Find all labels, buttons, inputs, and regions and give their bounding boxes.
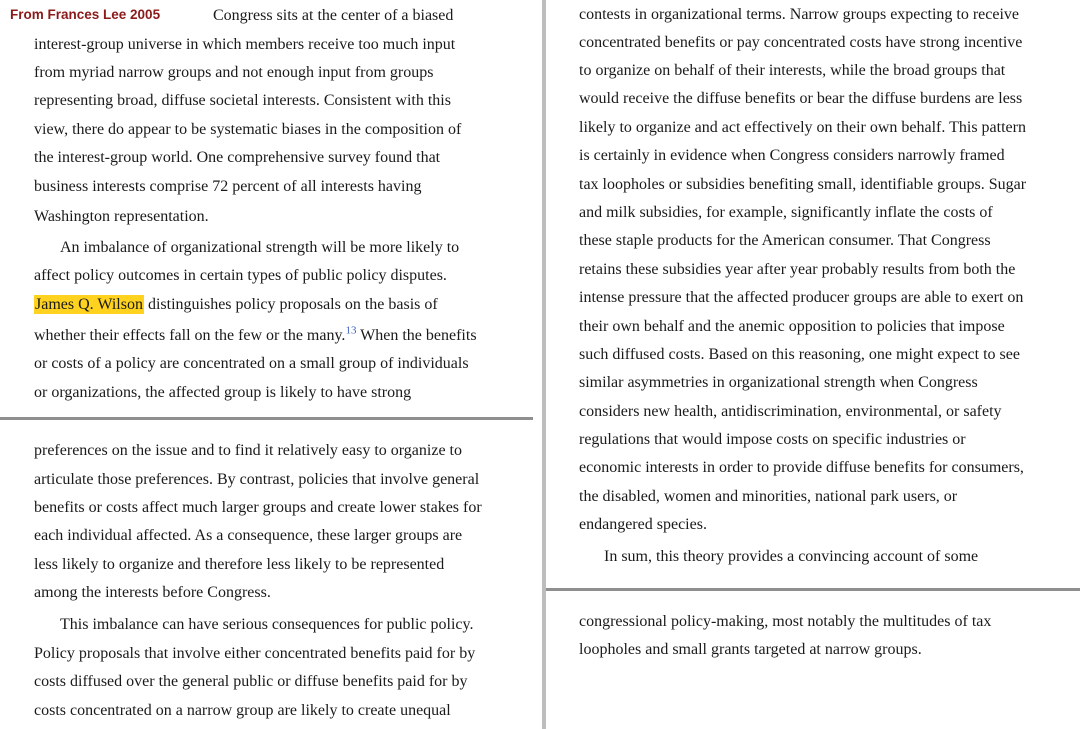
text-line: such diffused costs. Based on this reasoning, one might expect to see <box>579 346 1020 363</box>
text-line: tax loopholes or subsidies benefiting small, identifiable groups. Sugar <box>579 176 1027 193</box>
text-line: costs diffused over the general public or diffuse benefits paid for by <box>34 673 468 690</box>
text-fragment: distinguishes policy proposals on the basis of <box>143 296 438 313</box>
text-line: congressional policy-making, most notably the multitudes of tax <box>579 613 992 630</box>
text-line: benefits or costs affect much larger groups and create lower stakes for <box>34 499 482 516</box>
text-line: Congress sits at the center of a biased <box>213 7 454 24</box>
text-line: contests in organizational terms. Narrow groups expecting to receive <box>579 6 1020 23</box>
text-line-with-highlight <box>34 295 438 315</box>
text-line: This imbalance can have serious consequences for public policy. <box>60 616 474 633</box>
text-line: these staple products for the American consumer. That Congress <box>579 232 991 249</box>
text-line-with-footnote <box>34 326 477 346</box>
text-line: to organize on behalf of their interests, while the broad groups that <box>579 62 1006 79</box>
text-line: representing broad, diffuse societal interests. Consistent with this <box>34 92 451 109</box>
left-bottom-excerpt <box>0 420 541 729</box>
text-line: articulate those preferences. By contrast, policies that involve general <box>34 471 480 488</box>
text-line: economic interests in order to provide diffuse benefits for consumers, <box>579 459 1024 476</box>
text-line: An imbalance of organizational strength will be more likely to <box>60 239 460 256</box>
text-line: retains these subsidies year after year probably results from both the <box>579 261 1016 278</box>
text-line: regulations that would impose costs on specific industries or <box>579 431 966 448</box>
text-line: among the interests before Congress. <box>34 584 271 601</box>
text-line: less likely to organize and therefore less likely to be represented <box>34 556 445 573</box>
text-line: the interest-group world. One comprehensive survey found that <box>34 149 441 166</box>
text-line: and milk subsidies, for example, significantly inflate the costs of <box>579 204 993 221</box>
text-line: would receive the diffuse benefits or bear the diffuse burdens are less <box>579 90 1023 107</box>
text-line: Policy proposals that involve either concentrated benefits paid for by <box>34 645 476 662</box>
text-line: In sum, this theory provides a convincing account of some <box>604 548 979 565</box>
text-line: endangered species. <box>579 516 707 533</box>
footnote-marker[interactable]: 13 <box>345 324 357 337</box>
text-line: or costs of a policy are concentrated on a small group of individuals <box>34 355 469 372</box>
left-top-excerpt <box>0 0 541 416</box>
text-line: business interests comprise 72 percent of all interests having <box>34 178 422 195</box>
text-line: concentrated benefits or pay concentrated costs have strong incentive <box>579 34 1023 51</box>
text-fragment: When the benefits <box>356 327 477 344</box>
text-line: likely to organize and act effectively on their own behalf. This pattern <box>579 119 1026 136</box>
text-line: costs concentrated on a narrow group are likely to create unequal <box>34 702 451 719</box>
text-line: intense pressure that the affected producer groups are able to exert on <box>579 289 1024 306</box>
text-fragment: whether their effects fall on the few or the many. <box>34 327 346 344</box>
text-line: their own behalf and the anemic opposition to policies that impose <box>579 318 1005 335</box>
text-line: preferences on the issue and to find it relatively easy to organize to <box>34 442 462 459</box>
text-line: is certainly in evidence when Congress considers narrowly framed <box>579 147 1005 164</box>
right-bottom-excerpt <box>546 591 1080 718</box>
text-line: loopholes and small grants targeted at narrow groups. <box>579 641 922 658</box>
text-line: from myriad narrow groups and not enough input from groups <box>34 64 434 81</box>
right-top-excerpt <box>546 0 1080 587</box>
text-line: Washington representation. <box>34 208 209 225</box>
text-line: considers new health, antidiscrimination, environmental, or safety <box>579 403 1002 420</box>
text-line: or organizations, the affected group is likely to have strong <box>34 384 412 401</box>
text-line: interest-group universe in which members receive too much input <box>34 36 456 53</box>
text-line: similar asymmetries in organizational strength when Congress <box>579 374 978 391</box>
text-line: the disabled, women and minorities, national park users, or <box>579 488 958 505</box>
text-line: view, there do appear to be systematic biases in the composition of <box>34 121 462 138</box>
highlighted-name: James Q. Wilson <box>35 296 143 313</box>
text-line: each individual affected. As a consequence, these larger groups are <box>34 527 463 544</box>
text-line: affect policy outcomes in certain types of public policy disputes. <box>34 267 447 284</box>
source-tag: From Frances Lee 2005 <box>10 7 161 22</box>
